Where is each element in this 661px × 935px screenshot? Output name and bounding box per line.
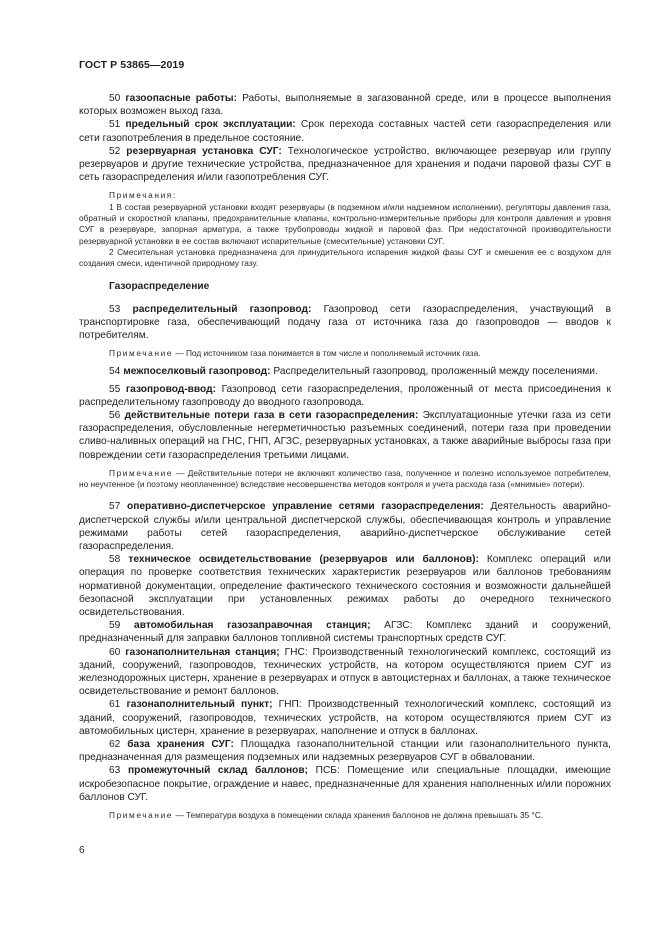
note-52-2: 2 Смесительная установка предназначена для принудительного испарения жидкой фазы СУГ и смешения ее с воздухом для создания смеси, идентичной природному газу. <box>79 246 611 269</box>
entry-56: 56 действительные потери газа в сети газораспределения: Эксплуатационные утечки газа из сети газораспределения, обусловленные негерметичностью разъемных соединений, потери газа при проведении сливо-наливных операций на ГНС, ГНП, АГЗС, резервуарных установках, а также аварийные выбросы газа при повреждении сети газораспределения третьими лицами. <box>79 410 611 461</box>
entry-50: 50 газоопасные работы: Работы, выполняемые в загазованной среде, или в процессе выполнения которых возможен выход газа. <box>79 93 611 118</box>
note-53: Примечание — Под источником газа понимается в том числе и пополняемый источник газа. <box>109 348 481 359</box>
note-56: Примечание — Действительные потери не включают количество газа, полученное и полезно используемое потребителем, но неучтенное (и поэтому неоплаченное) вследствие несовершенства методов контроля и учета расхода газа («мнимые» потери). <box>79 467 611 490</box>
entry-54: 54 межпоселковый газопровод: Распределительный газопровод, проложенный между поселениями. <box>109 366 598 378</box>
entry-52: 52 резервуарная установка СУГ: Технологическое устройство, включающее резервуар или группу резервуаров и другие технические устройства, предназначенное для хранения и подачи паровой фазы СУГ в сеть газораспределения и/или газопотребления СУГ. <box>79 145 611 184</box>
entry-62: 62 база хранения СУГ: Площадка газонаполнительной станции или газонаполнительного пункта, предназначенная для размещения подземных или надземных резервуаров СУГ в обваловании. <box>79 739 611 764</box>
entry-59: 59 автомобильная газозаправочная станция; АГЗС: Комплекс зданий и сооружений, предназначенный для заправки баллонов топливной системы транспортных средств СУГ. <box>79 620 611 645</box>
entry-53: 53 распределительный газопровод: Газопровод сети газораспределения, участвующий в транспортировке газа, обеспечивающий подачу газа от источника газа до газопроводов — вводов к потребителям. <box>79 303 611 341</box>
entry-55: 55 газопровод-ввод: Газопровод сети газораспределения, проложенный от места присоединения к распределительному газопроводу до вводного газопровода. <box>79 383 611 408</box>
entry-51: 51 предельный срок эксплуатации: Срок перехода составных частей сети газораспределения или сети газопотребления в предельное состояние. <box>79 119 611 144</box>
page-number: 6 <box>79 845 85 856</box>
entry-60: 60 газонаполнительная станция; ГНС: Производственный технологический комплекс, состоящий из зданий, сооружений, газопроводов, технических устройств, на котором осуществляются прием СУГ из железнодорожных цистерн, хранение в резервуарах и отпуск в автоцистернах и баллонах, а также техническое освидетельствование и ремонт баллонов. <box>79 646 611 698</box>
entry-58: 58 техническое освидетельствование (резервуаров или баллонов): Комплекс операций или операция по проверке соответствия технических характеристик резервуаров или баллонов требованиям нормативной документации, определение фактического технического состояния и возможности дальнейшей безопасной эксплуатации при установленных режимах работы до очередного технического освидетельствования. <box>79 554 611 619</box>
entry-57: 57 оперативно-диспетчерское управление сетями газораспределения: Деятельность аварийно-диспетчерской службы и/или центральной диспетчерской службы, обеспечивающая контроль и управление режимами работы сетей газораспределения, аварийно-диспетчерское обслуживание сетей газораспределения. <box>79 501 611 553</box>
document-header: ГОСТ Р 53865—2019 <box>79 59 185 71</box>
section-title: Газораспределение <box>109 280 210 292</box>
notes-heading: Примечания: <box>109 190 177 201</box>
entry-63: 63 промежуточный склад баллонов; ПСБ: Помещение или специальные площадки, имеющие искробезопасное покрытие, ограждение и навес, предназначенные для хранения наполненных и/или порожних баллонов СУГ. <box>79 765 611 803</box>
note-52-1: 1 В состав резервуарной установки входят резервуары (в подземном и/или надземном исполнении), регуляторы давления газа, обратный и скоростной клапаны, предохранительные клапаны, контрольно-измерительные приборы для контроля давления и уровня СУГ в резервуаре, запорная арматура, а также трубопроводы жидкой и паровой фаз. При недостаточной производительности резервуарной установки в ее состав включают испарительные (смесительные) установки СУГ. <box>79 201 611 246</box>
note-63: Примечание — Температура воздуха в помещении склада хранения баллонов не должна превышать 35 °С. <box>109 810 544 821</box>
document-body <box>79 92 611 821</box>
entry-61: 61 газонаполнительный пункт; ГНП: Производственный технологический комплекс, состоящий из зданий, сооружений, газопроводов, технических устройств, на котором осуществляются прием СУГ из автомобильных цистерн, хранение в резервуарах, наполнение и отпуск в баллонах. <box>79 699 611 737</box>
